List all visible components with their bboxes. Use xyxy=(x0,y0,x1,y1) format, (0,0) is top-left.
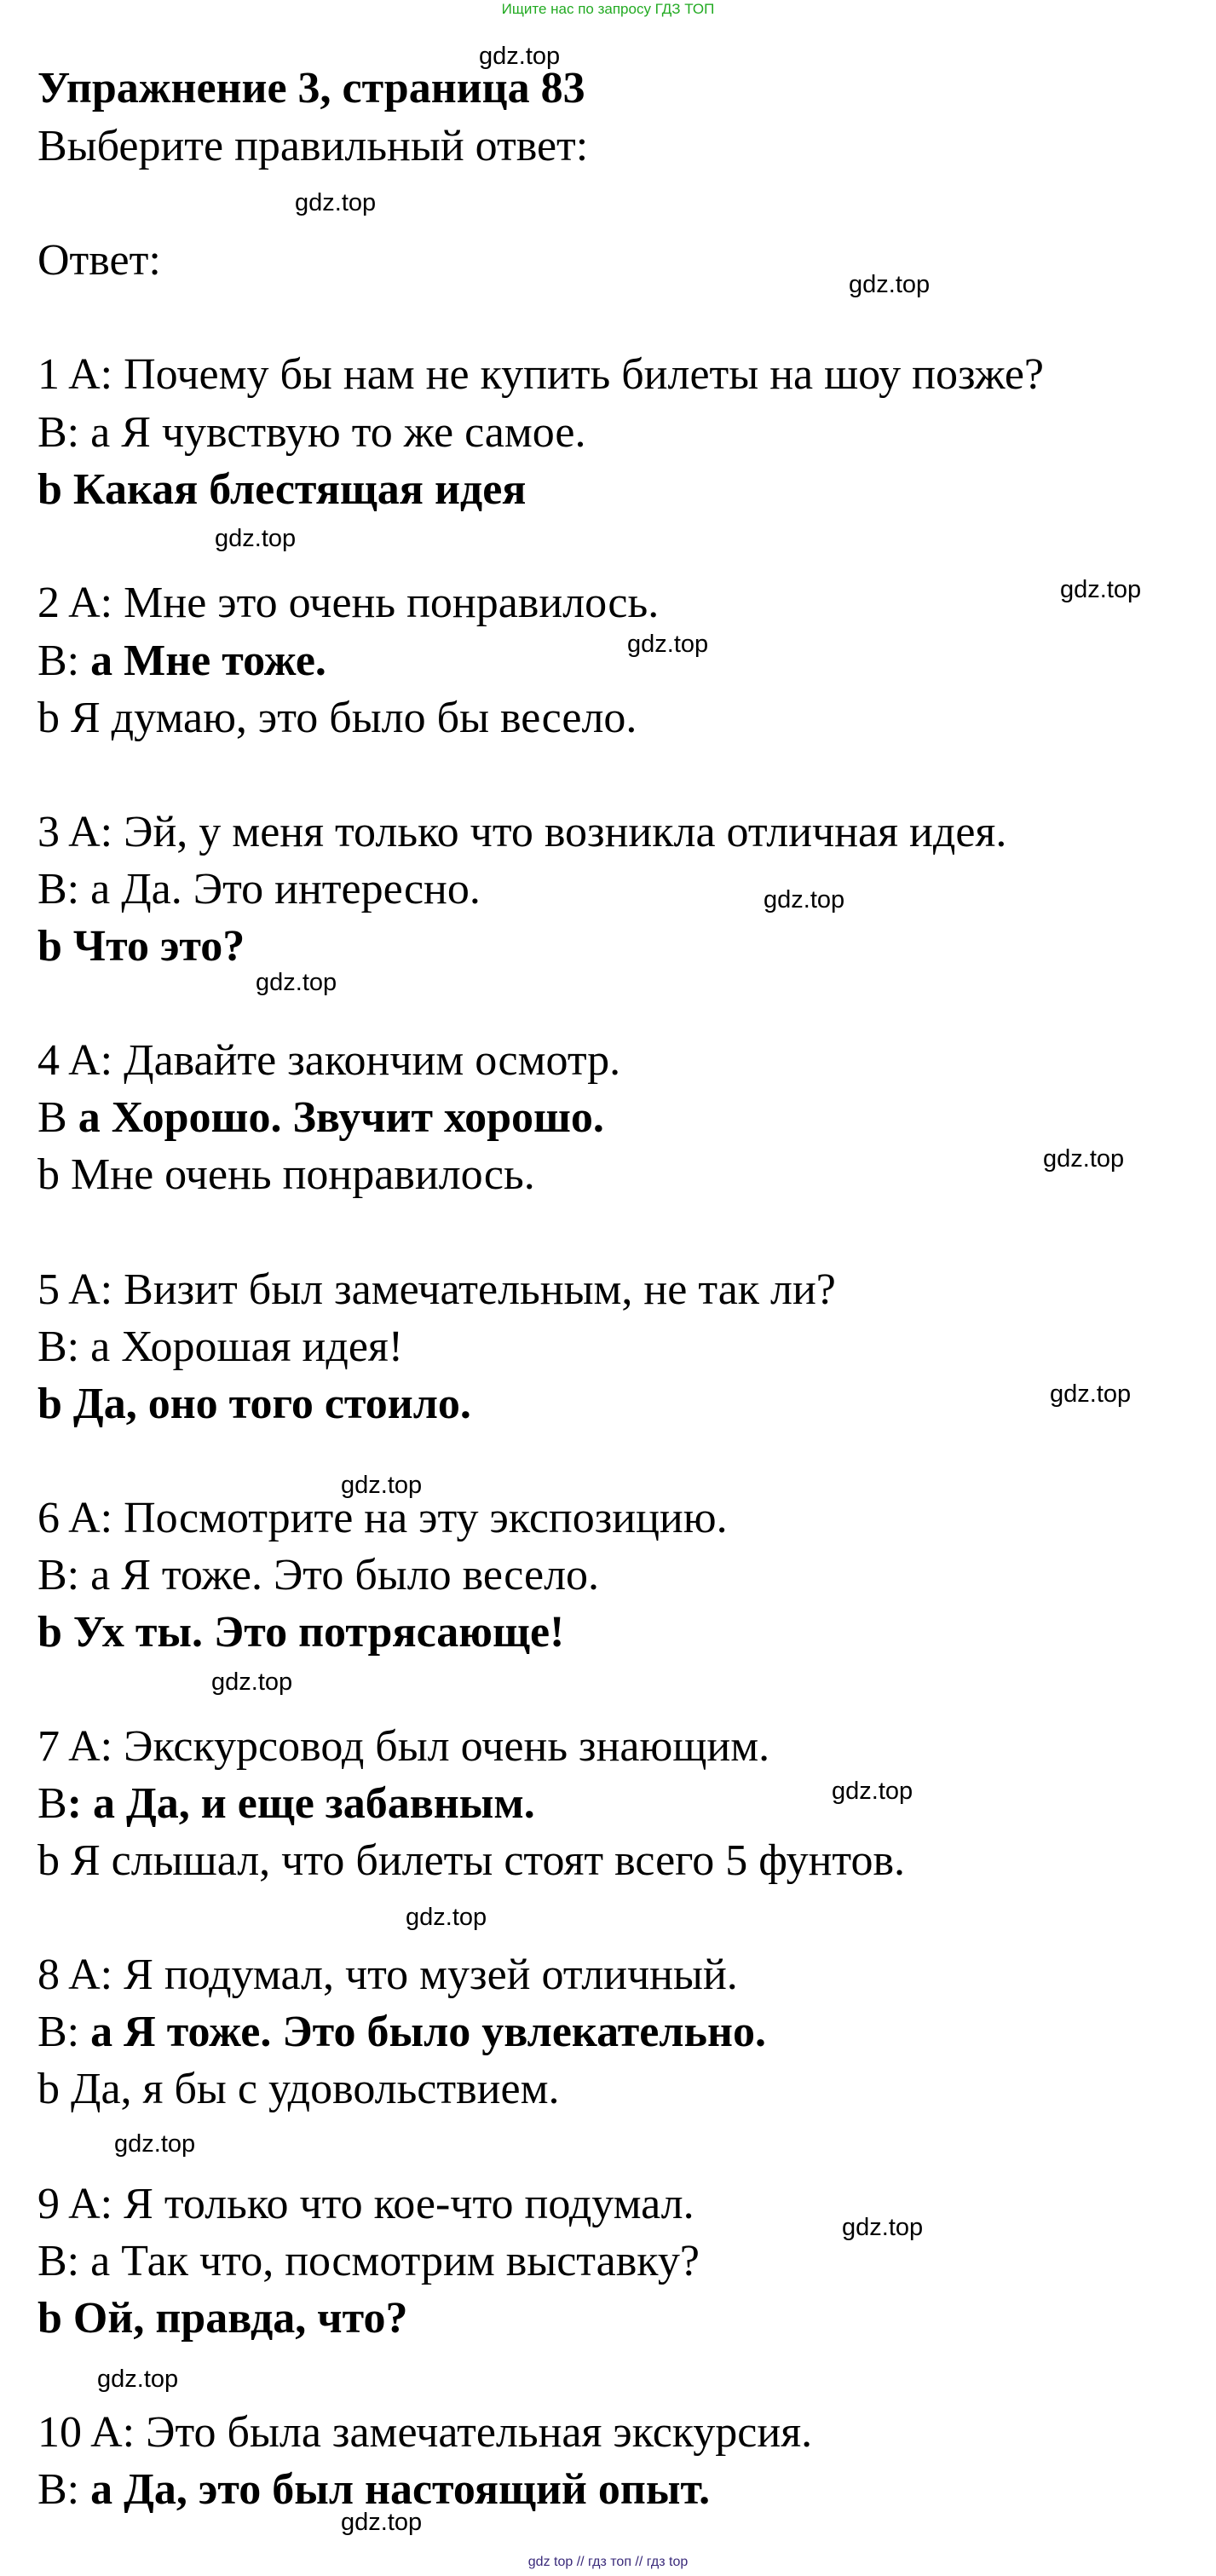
watermark: gdz.top xyxy=(215,525,297,552)
item-8-option-a: B: а Я тоже. Это было увлекательно. xyxy=(37,2008,766,2056)
watermark: gdz.top xyxy=(479,43,561,70)
watermark: gdz.top xyxy=(849,271,931,298)
item-3-option-a: B: а Да. Это интересно. xyxy=(37,865,481,913)
footer-links: gdz top // гдз топ // гдз top xyxy=(527,2555,689,2569)
item-4-option-a: B а Хорошо. Звучит хорошо. xyxy=(37,1093,604,1142)
answer-label: Ответ: xyxy=(37,236,161,285)
watermark: gdz.top xyxy=(295,189,377,216)
item-6-option-a: B: а Я тоже. Это было весело. xyxy=(37,1551,600,1599)
item-9-question: 9 A: Я только что кое-что подумал. xyxy=(37,2180,694,2228)
item-9-option-a: B: а Так что, посмотрим выставку? xyxy=(37,2237,700,2285)
watermark: gdz.top xyxy=(1043,1145,1125,1173)
item-6-question: 6 A: Посмотрите на эту экспозицию. xyxy=(37,1494,728,1542)
item-5-question: 5 A: Визит был замечательным, не так ли? xyxy=(37,1265,836,1314)
item-8-option-b: b Да, я бы с удовольствием. xyxy=(37,2065,560,2113)
top-banner: Ищите нас по запросу ГДЗ ТОП xyxy=(501,1,715,17)
item-4-question: 4 A: Давайте закончим осмотр. xyxy=(37,1036,621,1085)
item-1-option-a: B: а Я чувствую то же самое. xyxy=(37,408,586,457)
item-5-option-a: B: а Хорошая идея! xyxy=(37,1323,404,1371)
item-7-option-b: b Я слышал, что билеты стоят всего 5 фунтов. xyxy=(37,1836,906,1885)
watermark: gdz.top xyxy=(1060,576,1142,603)
item-10-option-a: B: а Да, это был настоящий опыт. xyxy=(37,2465,711,2514)
watermark: gdz.top xyxy=(341,2509,423,2536)
item-5-option-b: b Да, оно того стоило. xyxy=(37,1380,471,1428)
item-4-option-b: b Мне очень понравилось. xyxy=(37,1150,535,1199)
watermark: gdz.top xyxy=(211,1668,293,1696)
item-8-question: 8 A: Я подумал, что музей отличный. xyxy=(37,1951,738,1999)
item-7-option-a: B: а Да, и еще забавным. xyxy=(37,1779,535,1828)
watermark: gdz.top xyxy=(627,631,709,658)
item-2-option-a: B: а Мне тоже. xyxy=(37,637,326,685)
item-6-option-b: b Ух ты. Это потрясающе! xyxy=(37,1608,565,1657)
page-title: Упражнение 3, страница 83 xyxy=(37,64,585,112)
item-7-question: 7 A: Экскурсовод был очень знающим. xyxy=(37,1722,770,1771)
item-10-question: 10 A: Это была замечательная экскурсия. xyxy=(37,2408,813,2457)
watermark: gdz.top xyxy=(842,2214,924,2241)
instruction: Выберите правильный ответ: xyxy=(37,122,589,170)
item-2-question: 2 A: Мне это очень понравилось. xyxy=(37,579,660,627)
watermark: gdz.top xyxy=(97,2366,179,2393)
watermark: gdz.top xyxy=(764,886,845,913)
item-3-question: 3 A: Эй, у меня только что возникла отличная идея. xyxy=(37,808,1007,856)
watermark: gdz.top xyxy=(341,1472,423,1499)
watermark: gdz.top xyxy=(114,2130,196,2158)
watermark: gdz.top xyxy=(832,1778,913,1805)
watermark: gdz.top xyxy=(256,969,337,996)
watermark: gdz.top xyxy=(1050,1380,1132,1408)
item-1-question: 1 A: Почему бы нам не купить билеты на шоу позже? xyxy=(37,350,1044,399)
item-3-option-b: b Что это? xyxy=(37,922,245,971)
watermark: gdz.top xyxy=(406,1904,487,1931)
item-1-option-b: b Какая блестящая идея xyxy=(37,465,527,514)
item-9-option-b: b Ой, правда, что? xyxy=(37,2294,408,2343)
item-2-option-b: b Я думаю, это было бы весело. xyxy=(37,694,637,742)
